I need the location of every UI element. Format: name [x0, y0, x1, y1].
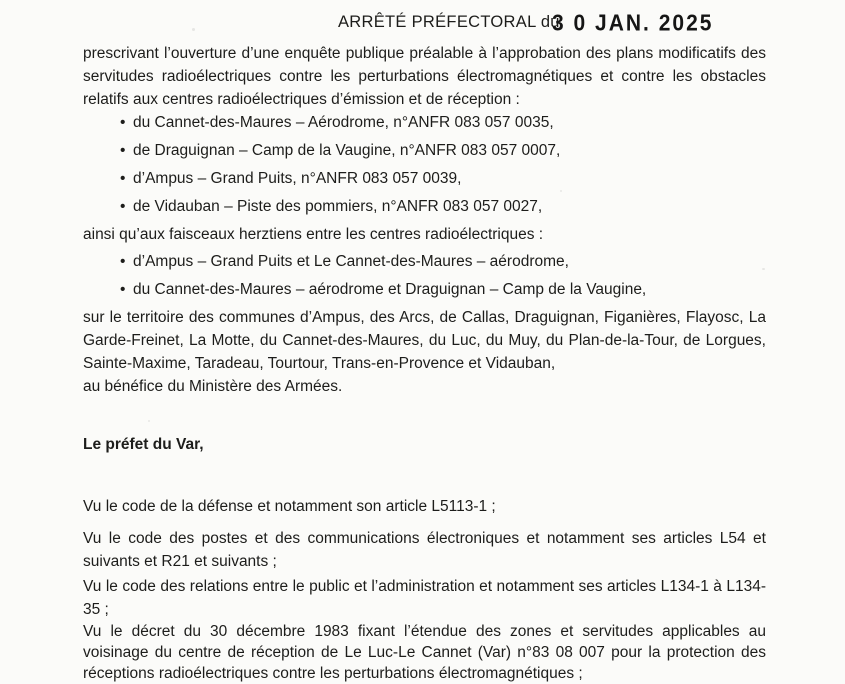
visa-paragraph: Vu le décret du 30 décembre 1983 fixant l’étendue des zones et servitudes applicables au voisinage du centre de réception de Le Luc-Le Cannet (Var) n°83 08 007 pour la protection des réceptions radioélectriques contre les perturbations électromagnétiques ; [83, 623, 766, 682]
document-body [83, 42, 766, 684]
territory-paragraph: sur le territoire des communes d’Ampus, des Arcs, de Callas, Draguignan, Figanières, Flayosc, La Garde-Freinet, La Motte, du Cannet-des-Maures, du Luc, du Muy, du Plan-de-la-Tour, de Lorgues, Sainte-Maxime, Taradeau, Tourtour, Trans-en-Provence et Vidauban, [83, 309, 766, 372]
list-item: • d’Ampus – Grand Puits et Le Cannet-des-Maures – aérodrome, [120, 250, 766, 273]
radio-centers-list [83, 111, 766, 218]
visa-paragraph: Vu le code de la défense et notamment son article L5113-1 ; [83, 498, 496, 515]
document-title: ARRÊTÉ PRÉFECTORAL du [338, 13, 560, 31]
date-stamp: 3 0 JAN. 2025 [552, 11, 714, 36]
visa-paragraph: Vu le code des relations entre le public et l’administration et notamment ses articles L134-1 à L134-35 ; [83, 578, 766, 618]
list-item: • d’Ampus – Grand Puits, n°ANFR 083 057 0039, [120, 167, 766, 190]
visa-paragraph: Vu le code des postes et des communications électroniques et notamment ses articles L54 et suivants et R21 et suivants ; [83, 530, 766, 570]
intro-paragraph: prescrivant l’ouverture d’une enquête publique préalable à l’approbation des plans modificatifs des servitudes radioélectriques contre les perturbations électromagnétiques et contre les obstacles relatifs aux centres radioélectriques d’émission et de réception : [83, 45, 766, 108]
beneficiary-paragraph: au bénéfice du Ministère des Armées. [83, 378, 343, 395]
list-item: • du Cannet-des-Maures – Aérodrome, n°ANFR 083 057 0035, [120, 111, 766, 134]
scan-speck [192, 28, 195, 31]
list-item: • du Cannet-des-Maures – aérodrome et Draguignan – Camp de la Vaugine, [120, 278, 766, 301]
faisceaux-list [83, 250, 766, 301]
list-item: • de Draguignan – Camp de la Vaugine, n°ANFR 083 057 0007, [120, 139, 766, 162]
list-item: • de Vidauban – Piste des pommiers, n°ANFR 083 057 0027, [120, 195, 766, 218]
prefect-line: Le préfet du Var, [83, 436, 204, 453]
faisceaux-intro-paragraph: ainsi qu’aux faisceaux herztiens entre les centres radioélectriques : [83, 226, 544, 243]
